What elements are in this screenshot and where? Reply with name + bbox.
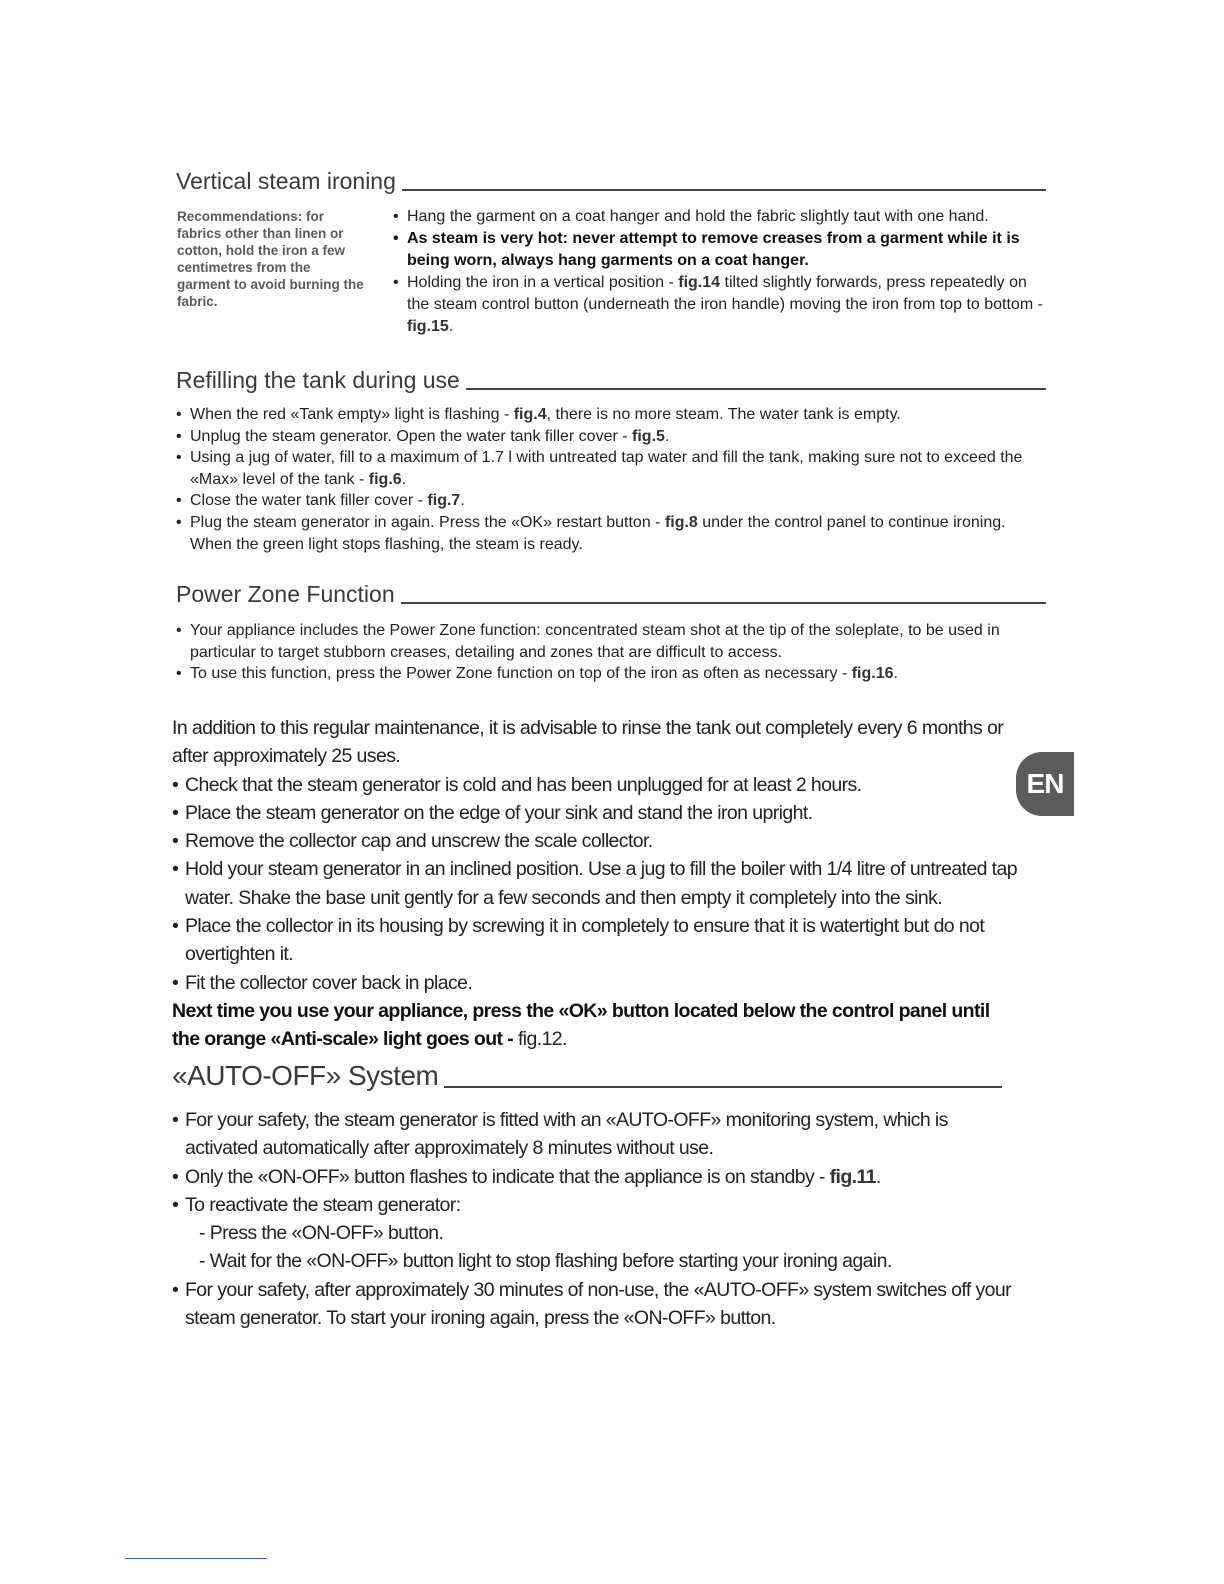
list-item: • Remove the collector cap and unscrew the scale collector. — [172, 827, 1017, 855]
list-item-warning: • As steam is very hot: never attempt to remove creases from a garment while it is being worn, always hang garments on a coat hanger. — [393, 228, 1048, 272]
maintenance-block — [172, 714, 1017, 1054]
list-item: • Check that the steam generator is cold and has been unplugged for at least 2 hours. — [172, 771, 1017, 799]
section-heading-refilling: Refilling the tank during use — [176, 369, 1046, 392]
refilling-list — [176, 404, 1048, 555]
list-item: • Unplug the steam generator. Open the water tank filler cover - fig.5. — [176, 426, 1048, 448]
list-item: • Close the water tank filler cover - fig.7. — [176, 490, 1048, 512]
list-item: • Hang the garment on a coat hanger and hold the fabric slightly taut with one hand. — [393, 206, 1048, 228]
list-item: • Hold your steam generator in an inclined position. Use a jug to fill the boiler with 1/4 litre of untreated tap water. Shake the base unit gently for a few seconds and then empty it completely into the sink. — [172, 855, 1017, 912]
list-item: • For your safety, the steam generator is fitted with an «AUTO-OFF» monitoring system, which is activated automatically after approximately 8 minutes without use. — [172, 1106, 1017, 1163]
list-item: • Plug the steam generator in again. Press the «OK» restart button - fig.8 under the control panel to continue ironing. When the green light stops flashing, the steam is ready. — [176, 512, 1048, 555]
auto-off-block — [172, 1106, 1017, 1332]
heading-rule — [466, 388, 1046, 390]
list-item: • For your safety, after approximately 30 minutes of non-use, the «AUTO-OFF» system switches off your steam generator. To start your ironing again, press the «ON-OFF» button. — [172, 1276, 1017, 1333]
maintenance-list — [172, 771, 1017, 997]
list-item: • To reactivate the steam generator: - Press the «ON-OFF» button. - Wait for the «ON-OFF» button light to stop flashing before starting your ironing again. — [172, 1191, 1017, 1276]
heading-rule — [401, 602, 1046, 604]
heading-rule — [444, 1086, 1002, 1088]
sub-step: - Wait for the «ON-OFF» button light to stop flashing before starting your ironing again. — [199, 1250, 892, 1273]
section-heading-power-zone: Power Zone Function — [176, 583, 1046, 606]
section-heading-auto-off: «AUTO-OFF» System — [172, 1062, 1002, 1090]
vertical-steam-list — [393, 206, 1048, 338]
section-heading-vertical-steam: Vertical steam ironing — [176, 170, 1046, 193]
auto-off-list — [172, 1106, 1017, 1332]
list-item: • To use this function, press the Power Zone function on top of the iron as often as necessary - fig.16. — [176, 663, 1048, 685]
list-item: • When the red «Tank empty» light is flashing - fig.4, there is no more steam. The water tank is empty. — [176, 404, 1048, 426]
list-item: • Your appliance includes the Power Zone function: concentrated steam shot at the tip of the soleplate, to be used in particular to target stubborn creases, detailing and zones that are difficult to access. — [176, 620, 1048, 663]
footer-rule — [125, 1558, 267, 1559]
maintenance-closing: Next time you use your appliance, press the «OK» button located below the control panel until the orange «Anti-scale» light goes out - fig.12. — [172, 999, 990, 1051]
language-tab: EN — [1016, 752, 1074, 816]
list-item: • Holding the iron in a vertical position - fig.14 tilted slightly forwards, press repeatedly on the steam control button (underneath the iron handle) moving the iron from top to bottom - fig.15. — [393, 272, 1048, 338]
list-item: • Using a jug of water, fill to a maximum of 1.7 l with untreated tap water and fill the tank, making sure not to exceed the «Max» level of the tank - fig.6. — [176, 447, 1048, 490]
list-item: • Place the collector in its housing by screwing it in completely to ensure that it is watertight but do not overtighten it. — [172, 912, 1017, 969]
power-zone-list — [176, 620, 1048, 685]
list-item: • Place the steam generator on the edge of your sink and stand the iron upright. — [172, 799, 1017, 827]
list-item: • Fit the collector cover back in place. — [172, 969, 1017, 997]
maintenance-intro: In addition to this regular maintenance, it is advisable to rinse the tank out completely every 6 months or after approximately 25 uses. — [172, 717, 1004, 768]
sub-step: - Press the «ON-OFF» button. — [199, 1222, 444, 1245]
heading-rule — [402, 189, 1046, 191]
list-item: • Only the «ON-OFF» button flashes to indicate that the appliance is on standby - fig.11. — [172, 1163, 1017, 1191]
recommendation-note: Recommendations: for fabrics other than linen or cotton, hold the iron a few centimetres from the garment to avoid burning the fabric. — [177, 209, 364, 309]
